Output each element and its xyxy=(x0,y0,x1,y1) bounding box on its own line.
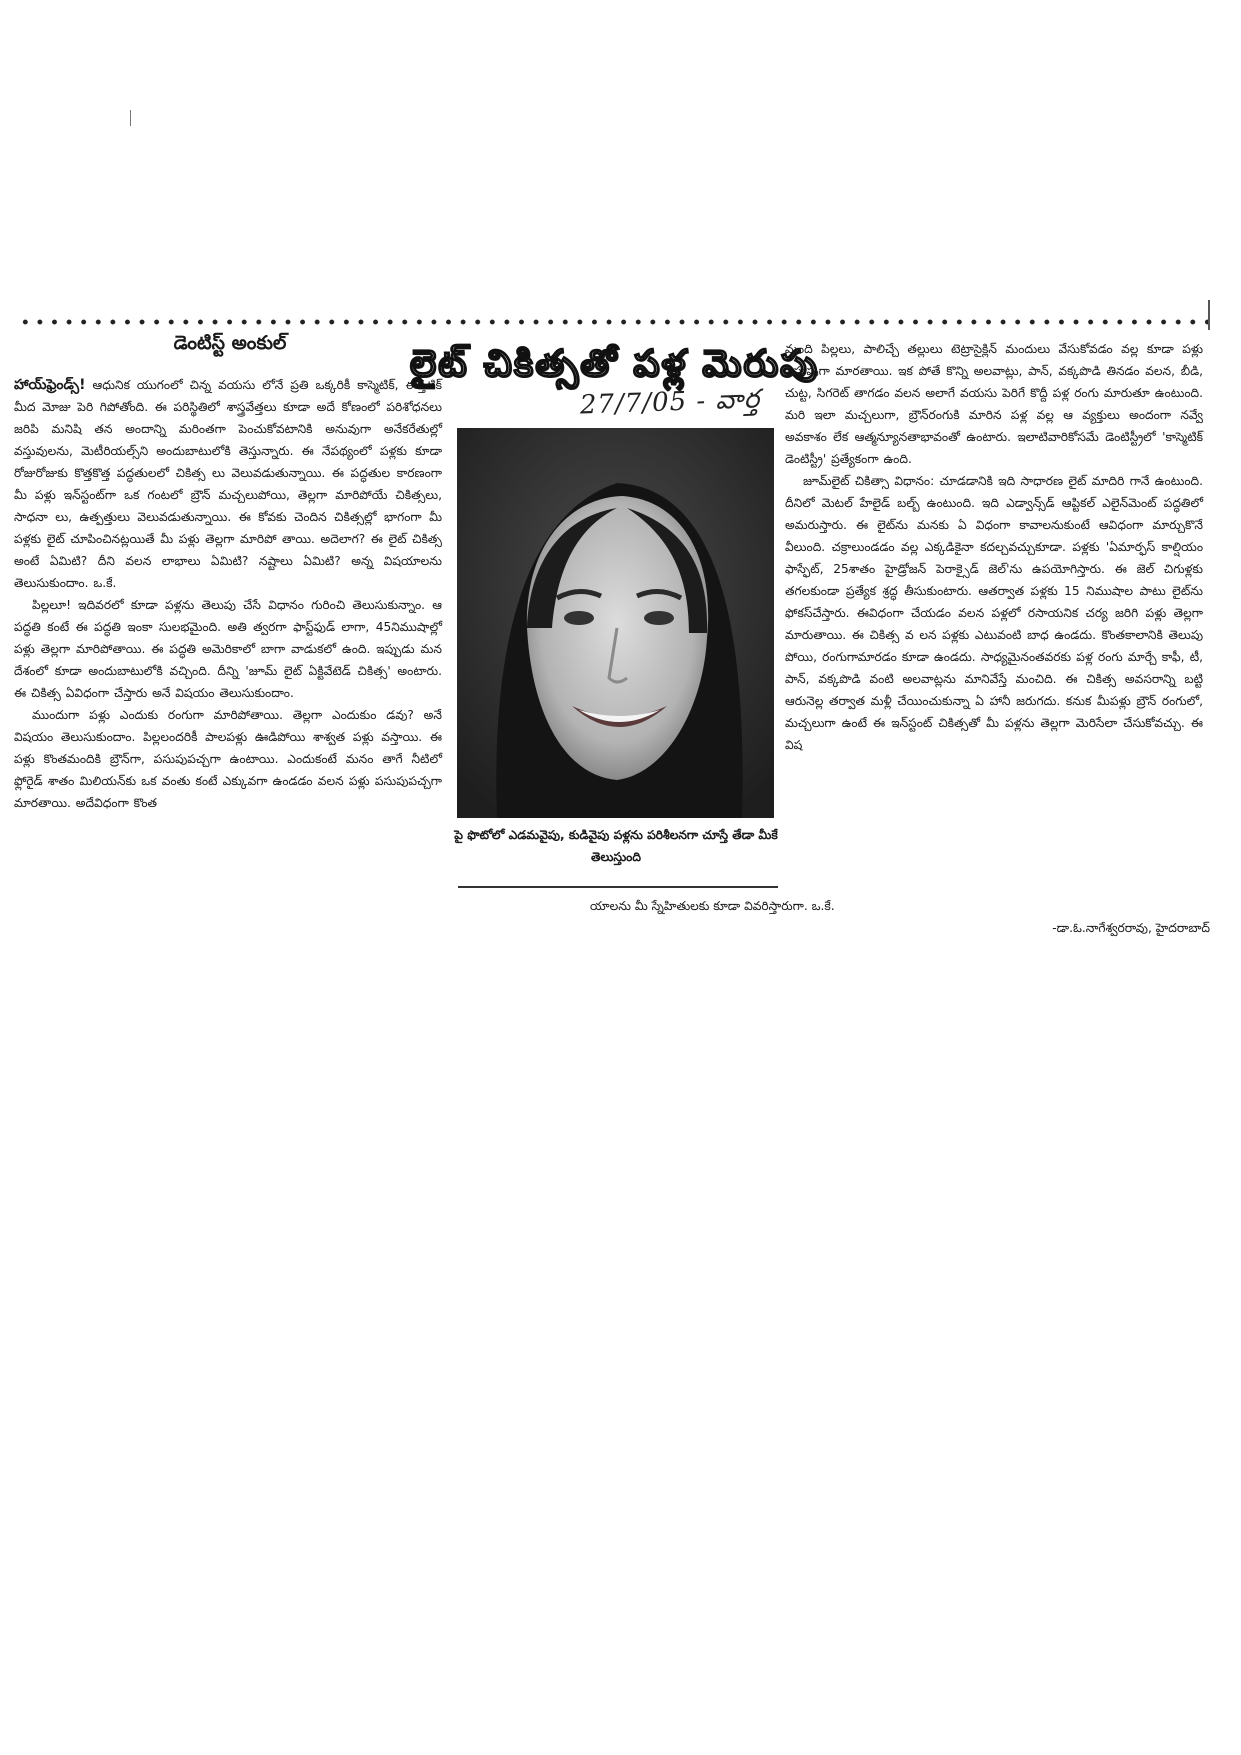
byline: -డా.ఓ.నాగేశ్వరరావు, హైదరాబాద్ xyxy=(1052,921,1210,935)
scan-edge-mark xyxy=(130,110,131,126)
portrait-image xyxy=(457,428,774,818)
caption-divider xyxy=(458,886,778,888)
dotted-rule xyxy=(18,318,1210,326)
headline: లైట్ చికిత్సతో పళ్ల మెరుపు xyxy=(409,342,820,385)
column-right xyxy=(785,338,1203,756)
date-stamp: 27/7/05 - వార్త xyxy=(579,384,761,421)
paragraph-4: మంది పిల్లలు, పాలిచ్చే తల్లులు టెట్రాసైక్లిన్ మందులు వేసుకోవడం వల్ల కూడా పళ్లు పసుపుగా మారతాయి. ఇక పోతే కొన్ని అలవాట్లు, పాన్, వక్కపొడి తినడం వలన, బీడి, చుట్ట, సిగరెట్ తాగడం వలన అలాగే వయసు పెరిగే కొద్దీ పళ్ల రంగు మారుతూ ఉంటుంది. మరి ఇలా మచ్చలుగా, బ్రౌన్‌రంగుకి మారిన పళ్ల వల్ల ఆ వ్యక్తులు అందంగా నవ్వే అవకాశం లేక ఆత్మన్యూనతాభావంతో ఉంటారు. ఇలాటివారికోసమే డెంటిస్ట్రీలో 'కాస్మెటిక్ డెంటిస్ట్రీ' ప్రత్యేకంగా ఉంది. xyxy=(785,342,1203,466)
photo-caption: పై ఫొటోలో ఎడమవైపు, కుడివైపు పళ్లను పరిశీలనగా చూస్తే తేడా మీకే తెలుస్తుంది xyxy=(454,828,778,864)
portrait-photo xyxy=(457,428,774,818)
paragraph-1 xyxy=(14,374,442,594)
edge-mark xyxy=(1208,300,1210,330)
continued-text: యాలను మీ స్నేహితులకు కూడా వివరిస్తారుగా. ఒ.కే. xyxy=(590,899,835,913)
paragraph-3: ముందుగా పళ్లు ఎందుకు రంగుగా మారిపోతాయి. తెల్లగా ఎందుకుం డవు? అనే విషయం తెలుసుకుందాం. పిల్లలందరికీ పాలపళ్లు ఊడిపోయి శాశ్వత పళ్లు వస్తాయి. ఈ పళ్లు కొంతమందికి బ్రౌన్‌గా, పసుపుపచ్చగా ఉంటాయి. ఎందుకంటే మనం తాగే నీటిలో ఫ్లోరైడ్ శాతం మిలియన్‌కు ఒక వంతు కంటే ఎక్కువగా ఉండడం వలన పళ్లు పసుపుపచ్చగా మారతాయి. అదేవిధంగా కొంత xyxy=(14,708,442,810)
column-left xyxy=(14,374,442,814)
greeting: హాయ్‌ఫ్రెండ్స్! xyxy=(14,377,86,393)
paragraph-1-text: ఆధునిక యుగంలో చిన్న వయసు లోనే ప్రతి ఒక్కరికీ కాస్మెటిక్, ఈస్తటిక్ మీద మోజు పెరి గిపోతోంది. ఈ పరిస్థితిలో శాస్త్రవేత్తలు కూడా అదే కోణంలో పరిశోధనలు జరిపి మనిషి తన అందాన్ని మరింతగా పెంచుకోవటానికి అనువుగా అనేకరేతుల్లో వస్తువులను, మెటీరియల్స్‌ని అందుబాటులోకి తెస్తున్నారు. ఈ నేపథ్యంలో పళ్లకు కూడా రోజురోజుకు కొత్తకొత్త పద్ధతులలో చికిత్స లు వెలువడుతున్నాయి. ఈ పద్ధతుల కారణంగా మీ పళ్లు ఇన్‌స్టంట్‌గా ఒక గంటలో బ్రౌన్ మచ్చలుపోయి, తెల్లగా మారిపోయే చికిత్సలు, సాధనా లు, ఉత్పత్తులు వెలువడుతున్నాయి. ఈ కోవకు చెందిన చికిత్సల్లో భాగంగా మీ పళ్లకు లైట్ చూపించినట్లయితే మీ పళ్లు తెల్లగా మారిపో తాయి. అదెలాగ? ఈ లైట్ చికిత్స అంటే ఏమిటి? దీని వలన లాభాలు ఏమిటి? నష్టాలు ఏమిటి? అన్న విషయాలను తెలుసుకుందాం. ఒ.కే. xyxy=(14,378,442,590)
section-heading: డెంటిస్ట్ అంకుల్ xyxy=(173,332,287,354)
paragraph-2: పిల్లలూ! ఇదివరలో కూడా పళ్లను తెలుపు చేసే విధానం గురించి తెలుసుకున్నాం. ఆ పద్ధతి కంటే ఈ పద్ధతి ఇంకా సులభమైంది. అతి త్వరగా ఫాస్ట్‌ఫుడ్ లాగా, 45నిముషాల్లో పళ్లు తెల్లగా మారిపోతాయి. ఈ పద్ధతి అమెరికాలో బాగా వాడుకలో ఉంది. ఇప్పుడు మన దేశంలో కూడా అందుబాటులోకి వచ్చింది. దీన్ని 'జూమ్ లైట్ ఏక్టివేటెడ్ చికిత్స' అంటారు. ఈ చికిత్స ఏవిధంగా చేస్తారు అనే విషయం తెలుసుకుందాం. xyxy=(14,598,442,700)
paragraph-5: జూమ్‌లైట్ చికిత్సా విధానం: చూడడానికి ఇది సాధారణ లైట్ మాదిరి గానే ఉంటుంది. దీనిలో మెటల్ హేలైడ్ బల్బ్ ఉంటుంది. ఇది ఎడ్వాన్స్‌డ్ ఆప్టికల్ ఎలైన్‌మెంట్ పద్ధతిలో అమరుస్తారు. ఈ లైట్‌ను మనకు ఏ విధంగా కావాలనుకుంటే ఆవిధంగా మార్చుకొనే వీలుంది. చక్రాలుండడం వల్ల ఎక్కడికైనా కదల్చవచ్చుకూడా. పళ్లకు 'ఏమార్ఫస్ కాల్షియం ఫాస్ఫేట్, 25శాతం హైడ్రోజన్ పెరాక్సైడ్ జెల్'ను ఉపయోగిస్తారు. ఈ జెల్ చిగుళ్లకు తగలకుండా ప్రత్యేక శ్రద్ధ తీసుకుంటారు. ఆతర్వాత పళ్లకు 15 నిముషాల పాటు లైట్‌ను ఫోకస్‌చేస్తారు. ఈవిధంగా చేయడం వలన పళ్లలో రసాయనిక చర్య జరిగి పళ్లు తెల్లగా మారుతాయి. ఈ చికిత్స వ లన పళ్లకు ఎటువంటి బాధ ఉండదు. కొంతకాలానికి తెలుపు పోయి, రంగుగామారడం కూడా ఉండదు. సాధ్యమైనంతవరకు పళ్ల రంగు మార్చే కాఫీ, టీ, పాన్, వక్కపొడి వంటి అలవాట్లను మానివేస్తే మంచిది. ఈ చికిత్స అవసరాన్ని బట్టి ఆరునెల్ల తర్వాత మళ్లీ చేయించుకున్నా ఏ హానీ జరుగదు. కనుక మీపళ్లు బ్రౌన్ రంగులో, మచ్చలుగా ఉంటే ఈ ఇన్‌స్టంట్ చికిత్సతో మీ పళ్లను తెల్లగా మెరిసేలా చేసుకోవచ్చు. ఈ విష xyxy=(785,474,1203,752)
